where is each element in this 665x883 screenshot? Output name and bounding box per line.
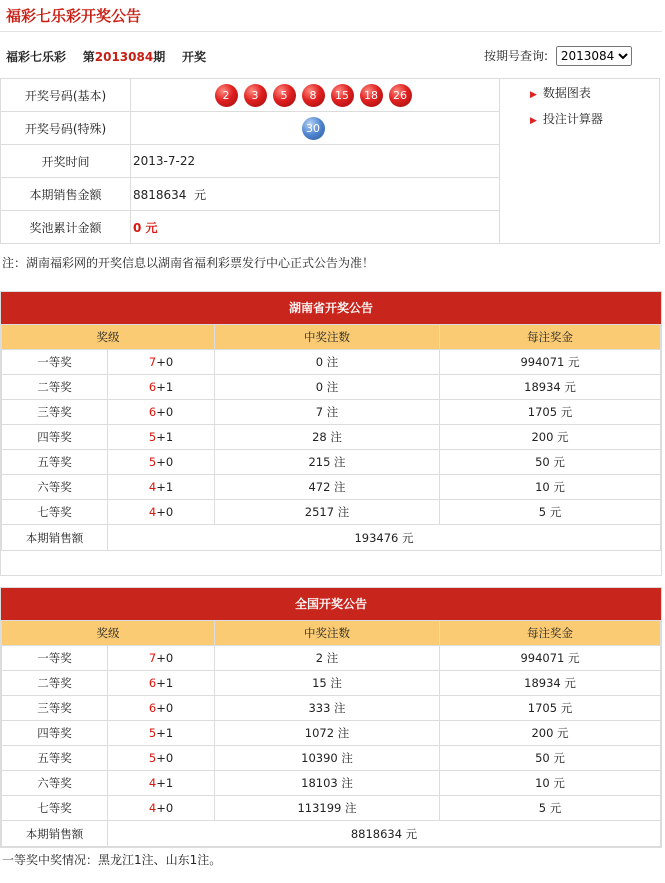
table-row <box>2 746 661 771</box>
table-row <box>2 375 661 400</box>
basic-numbers-label: 开奖号码(基本) <box>1 79 131 112</box>
prize-cell: 200 元 <box>440 721 661 746</box>
count-cell: 18103 注 <box>215 771 440 796</box>
prize-cell: 5 元 <box>440 500 661 525</box>
prize-cell: 994071 元 <box>440 646 661 671</box>
hunan-section <box>0 291 662 576</box>
col-level: 奖级 <box>2 621 215 646</box>
pool-value <box>131 211 500 244</box>
issue-tail: 开奖 <box>181 50 206 64</box>
count-cell: 215 注 <box>215 450 440 475</box>
notice-text: 注：湖南福彩网的开奖信息以湖南省福利彩票发行中心正式公告为准！ <box>2 256 375 270</box>
condition-main: 5 <box>148 455 157 469</box>
condition-extra: +1 <box>156 726 174 740</box>
hunan-title: 湖南省开奖公告 <box>1 292 661 324</box>
condition-extra: +0 <box>156 405 174 419</box>
col-prize: 每注奖金 <box>440 325 661 350</box>
condition-main: 6 <box>148 676 157 690</box>
count-cell: 2517 注 <box>215 500 440 525</box>
national-table <box>1 620 661 847</box>
special-number <box>131 112 500 145</box>
prize-cell: 1705 元 <box>440 400 661 425</box>
ball-red: 2 <box>215 84 238 107</box>
sales-amount: 8818634 <box>133 187 187 202</box>
count-cell: 15 注 <box>215 671 440 696</box>
condition-extra: +0 <box>156 701 174 715</box>
prize-cell: 10 元 <box>440 475 661 500</box>
section-spacer <box>1 551 661 575</box>
level-cell: 三等奖 <box>2 696 108 721</box>
condition-cell <box>108 746 215 771</box>
first-prize-note: 一等奖中奖情况：黑龙江1注、山东1注。 <box>2 853 222 867</box>
issue-number: 2013084 <box>94 50 154 64</box>
condition-cell <box>108 400 215 425</box>
count-cell: 472 注 <box>215 475 440 500</box>
condition-main: 6 <box>148 405 157 419</box>
count-cell: 0 注 <box>215 375 440 400</box>
condition-main: 4 <box>148 505 157 519</box>
condition-cell <box>108 671 215 696</box>
condition-extra: +0 <box>156 751 174 765</box>
national-title: 全国开奖公告 <box>1 588 661 620</box>
pool-amount: 0 元 <box>133 220 158 235</box>
count-cell: 10390 注 <box>215 746 440 771</box>
issue-heading <box>6 48 206 65</box>
count-cell: 2 注 <box>215 646 440 671</box>
prize-cell: 50 元 <box>440 450 661 475</box>
condition-cell <box>108 721 215 746</box>
condition-cell <box>108 425 215 450</box>
ball-red: 15 <box>331 84 354 107</box>
condition-cell <box>108 375 215 400</box>
condition-main: 4 <box>148 776 157 790</box>
level-cell: 一等奖 <box>2 350 108 375</box>
condition-extra: +1 <box>156 380 174 394</box>
condition-cell <box>108 696 215 721</box>
condition-cell <box>108 475 215 500</box>
col-count: 中奖注数 <box>215 621 440 646</box>
count-cell: 333 注 <box>215 696 440 721</box>
level-cell: 六等奖 <box>2 771 108 796</box>
prize-cell: 994071 元 <box>440 350 661 375</box>
condition-extra: +0 <box>156 355 174 369</box>
condition-extra: +0 <box>156 505 174 519</box>
condition-main: 6 <box>148 380 157 394</box>
sales-value <box>131 178 500 211</box>
table-row <box>2 796 661 821</box>
table-row <box>2 671 661 696</box>
condition-extra: +1 <box>156 676 174 690</box>
national-section <box>0 587 662 848</box>
table-row <box>2 350 661 375</box>
condition-main: 7 <box>148 355 157 369</box>
condition-cell <box>108 450 215 475</box>
count-cell: 7 注 <box>215 400 440 425</box>
ball-red: 8 <box>302 84 325 107</box>
table-row <box>2 771 661 796</box>
header-divider <box>0 31 662 32</box>
ball-red: 18 <box>360 84 383 107</box>
issue-query <box>484 46 632 66</box>
basic-numbers <box>131 79 500 112</box>
prize-cell: 200 元 <box>440 425 661 450</box>
count-cell: 28 注 <box>215 425 440 450</box>
level-cell: 四等奖 <box>2 721 108 746</box>
sales-row <box>2 525 661 551</box>
count-cell: 1072 注 <box>215 721 440 746</box>
table-header <box>2 621 661 646</box>
condition-main: 7 <box>148 651 157 665</box>
ball-blue: 30 <box>302 117 325 140</box>
table-row <box>2 400 661 425</box>
count-cell: 113199 注 <box>215 796 440 821</box>
chart-link[interactable] <box>530 85 659 111</box>
side-links <box>500 79 660 244</box>
level-cell: 七等奖 <box>2 796 108 821</box>
condition-cell <box>108 500 215 525</box>
condition-extra: +1 <box>156 480 174 494</box>
level-cell: 二等奖 <box>2 671 108 696</box>
condition-main: 4 <box>148 801 157 815</box>
condition-extra: +0 <box>156 801 174 815</box>
condition-extra: +0 <box>156 455 174 469</box>
condition-main: 5 <box>148 751 157 765</box>
page-title: 福彩七乐彩开奖公告 <box>6 7 142 25</box>
issue-prefix: 第 <box>82 50 95 64</box>
prize-cell: 18934 元 <box>440 671 661 696</box>
level-cell: 五等奖 <box>2 746 108 771</box>
table-row <box>2 646 661 671</box>
draw-date: 2013-7-22 <box>131 145 500 178</box>
condition-extra: +1 <box>156 776 174 790</box>
ball-red: 5 <box>273 84 296 107</box>
table-row <box>2 500 661 525</box>
prize-cell: 1705 元 <box>440 696 661 721</box>
level-cell: 三等奖 <box>2 400 108 425</box>
condition-extra: +1 <box>156 430 174 444</box>
triangle-right-icon: ▶ <box>530 90 537 100</box>
count-cell: 0 注 <box>215 350 440 375</box>
col-count: 中奖注数 <box>215 325 440 350</box>
prize-cell: 18934 元 <box>440 375 661 400</box>
draw-info-table <box>0 78 660 244</box>
col-prize: 每注奖金 <box>440 621 661 646</box>
sales-row-value: 8818634 元 <box>108 821 661 847</box>
ball-red: 3 <box>244 84 267 107</box>
condition-cell <box>108 350 215 375</box>
level-cell: 六等奖 <box>2 475 108 500</box>
prize-cell: 50 元 <box>440 746 661 771</box>
game-name: 福彩七乐彩 <box>6 50 67 64</box>
chart-link-label: 数据图表 <box>542 86 591 100</box>
sales-row <box>2 821 661 847</box>
condition-main: 5 <box>148 430 157 444</box>
level-cell: 四等奖 <box>2 425 108 450</box>
query-label: 按期号查询: <box>484 49 549 63</box>
table-row <box>2 475 661 500</box>
level-cell: 七等奖 <box>2 500 108 525</box>
table-row <box>2 696 661 721</box>
condition-cell <box>108 796 215 821</box>
prize-cell: 5 元 <box>440 796 661 821</box>
issue-suffix: 期 <box>153 50 166 64</box>
hunan-table <box>1 324 661 551</box>
sales-label: 本期销售金额 <box>1 178 131 211</box>
pool-label: 奖池累计金额 <box>1 211 131 244</box>
issue-select[interactable] <box>556 46 632 66</box>
sales-row-label: 本期销售额 <box>2 525 108 551</box>
condition-main: 6 <box>148 701 157 715</box>
condition-cell <box>108 646 215 671</box>
condition-main: 5 <box>148 726 157 740</box>
condition-extra: +0 <box>156 651 174 665</box>
ball-red: 26 <box>389 84 412 107</box>
level-cell: 五等奖 <box>2 450 108 475</box>
triangle-right-icon: ▶ <box>530 116 537 126</box>
table-row <box>2 425 661 450</box>
sales-row-label: 本期销售额 <box>2 821 108 847</box>
table-row <box>2 450 661 475</box>
special-number-label: 开奖号码(特殊) <box>1 112 131 145</box>
col-level: 奖级 <box>2 325 215 350</box>
level-cell: 二等奖 <box>2 375 108 400</box>
table-row <box>2 721 661 746</box>
sales-row-value: 193476 元 <box>108 525 661 551</box>
condition-main: 4 <box>148 480 157 494</box>
calculator-link[interactable] <box>530 111 659 137</box>
level-cell: 一等奖 <box>2 646 108 671</box>
condition-cell <box>108 771 215 796</box>
sales-unit: 元 <box>194 187 207 202</box>
calculator-link-label: 投注计算器 <box>542 112 603 126</box>
draw-date-label: 开奖时间 <box>1 145 131 178</box>
prize-cell: 10 元 <box>440 771 661 796</box>
table-header <box>2 325 661 350</box>
